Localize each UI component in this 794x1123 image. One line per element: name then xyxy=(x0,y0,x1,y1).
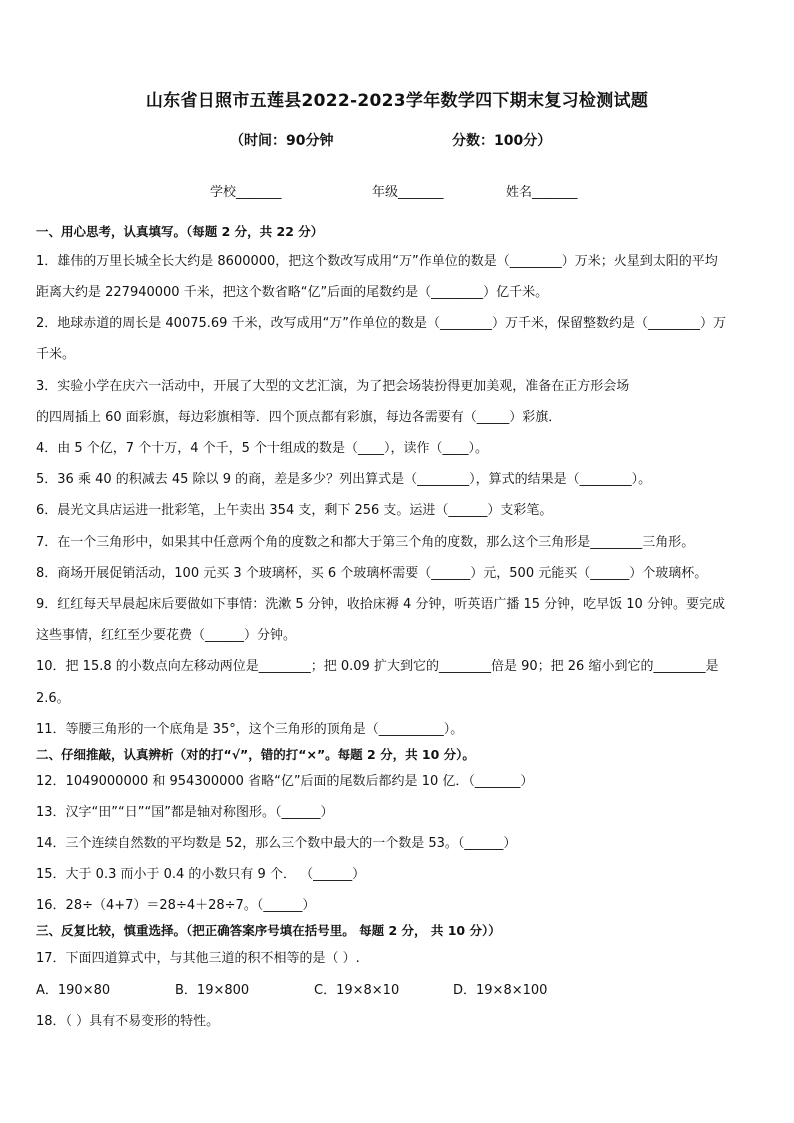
section-1-heading: 一、用心思考，认真填写。（每题 2 分，共 22 分） xyxy=(36,224,324,239)
question-5: 5．36 乘 40 的积减去 45 除以 9 的商，差是多少？列出算式是（________），算式的结果是（________）。 xyxy=(36,472,652,487)
q17-option-b: B．19×800 xyxy=(175,983,250,998)
question-16: 16．28÷（4+7）＝28÷4＋28÷7。（______） xyxy=(36,898,316,913)
question-9-line-1: 9．红红每天早晨起床后要做如下事情：洗漱 5 分钟，收拾床褥 4 分钟，听英语广播 15 分钟，吃早饭 10 分钟。要完成 xyxy=(36,597,725,612)
question-3-line-1: 3．实验小学在庆六一活动中，开展了大型的文艺汇演，为了把会场装扮得更加美观，准备在正方形会场 xyxy=(36,379,630,394)
question-10-line-2: 2.6。 xyxy=(36,691,70,706)
question-14: 14．三个连续自然数的平均数是 52，那么三个数中最大的一个数是 53。（______） xyxy=(36,836,517,851)
q17-option-a: A．190×80 xyxy=(36,983,111,998)
question-18: 18．（ ）具有不易变形的特性。 xyxy=(36,1014,220,1029)
name-field: 姓名_______ xyxy=(506,185,578,200)
section-2-heading: 二、仔细推敲，认真辨析（对的打“√”，错的打“×”。每题 2 分，共 10 分）。 xyxy=(36,747,475,762)
question-8: 8．商场开展促销活动，100 元买 3 个玻璃杯，买 6 个玻璃杯需要（______）元，500 元能买（______）个玻璃杯。 xyxy=(36,566,708,581)
grade-field: 年级_______ xyxy=(372,185,444,200)
school-field: 学校_______ xyxy=(210,185,282,200)
question-3-line-2: 的四周插上 60 面彩旗，每边彩旗相等．四个顶点都有彩旗，每边各需要有（_____）彩旗． xyxy=(36,410,562,425)
question-1-line-2: 距离大约是 227940000 千米，把这个数省略“亿”后面的尾数约是（________）亿千米。 xyxy=(36,285,549,300)
question-15: 15．大于 0.3 而小于 0.4 的小数只有 9 个． （______） xyxy=(36,867,366,882)
question-11: 11．等腰三角形的一个底角是 35°，这个三角形的顶角是（__________）。 xyxy=(36,722,464,737)
exam-score: 分数：100分） xyxy=(452,133,552,149)
page-title: 山东省日照市五莲县2022-2023学年数学四下期末复习检测试题 xyxy=(145,91,649,111)
question-9-line-2: 这些事情，红红至少要花费（______）分钟。 xyxy=(36,628,297,643)
question-10-line-1: 10．把 15.8 的小数点向左移动两位是________；把 0.09 扩大到它的________倍是 90；把 26 缩小到它的________是 xyxy=(36,659,719,674)
question-6: 6．晨光文具店运进一批彩笔，上午卖出 354 支，剩下 256 支。运进（______）支彩笔。 xyxy=(36,503,553,518)
q17-option-d: D．19×8×100 xyxy=(453,983,548,998)
section-3-heading: 三、反复比较，慎重选择。（把正确答案序号填在括号里。 每题 2 分， 共 10 分）） xyxy=(36,923,501,938)
question-7: 7．在一个三角形中，如果其中任意两个角的度数之和都大于第三个角的度数，那么这个三角形是________三角形。 xyxy=(36,535,695,550)
question-12: 12．1049000000 和 954300000 省略“亿”后面的尾数后都约是 10 亿．（_______） xyxy=(36,774,534,789)
question-4: 4．由 5 个亿，7 个十万，4 个千，5 个十组成的数是（____），读作（____）。 xyxy=(36,441,489,456)
question-17: 17．下面四道算式中，与其他三道的积不相等的是（ ）. xyxy=(36,951,360,966)
question-2-line-2: 千米。 xyxy=(36,347,76,362)
question-13: 13．汉字“田”“日”“国”都是轴对称图形。（______） xyxy=(36,805,334,820)
question-1-line-1: 1．雄伟的万里长城全长大约是 8600000，把这个数改写成用“万”作单位的数是（________）万米；火星到太阳的平均 xyxy=(36,254,718,269)
exam-time: （时间：90分钟 xyxy=(230,133,334,149)
question-2-line-1: 2．地球赤道的周长是 40075.69 千米，改写成用“万”作单位的数是（________）万千米，保留整数约是（________）万 xyxy=(36,316,727,331)
q17-option-c: C．19×8×10 xyxy=(314,983,400,998)
